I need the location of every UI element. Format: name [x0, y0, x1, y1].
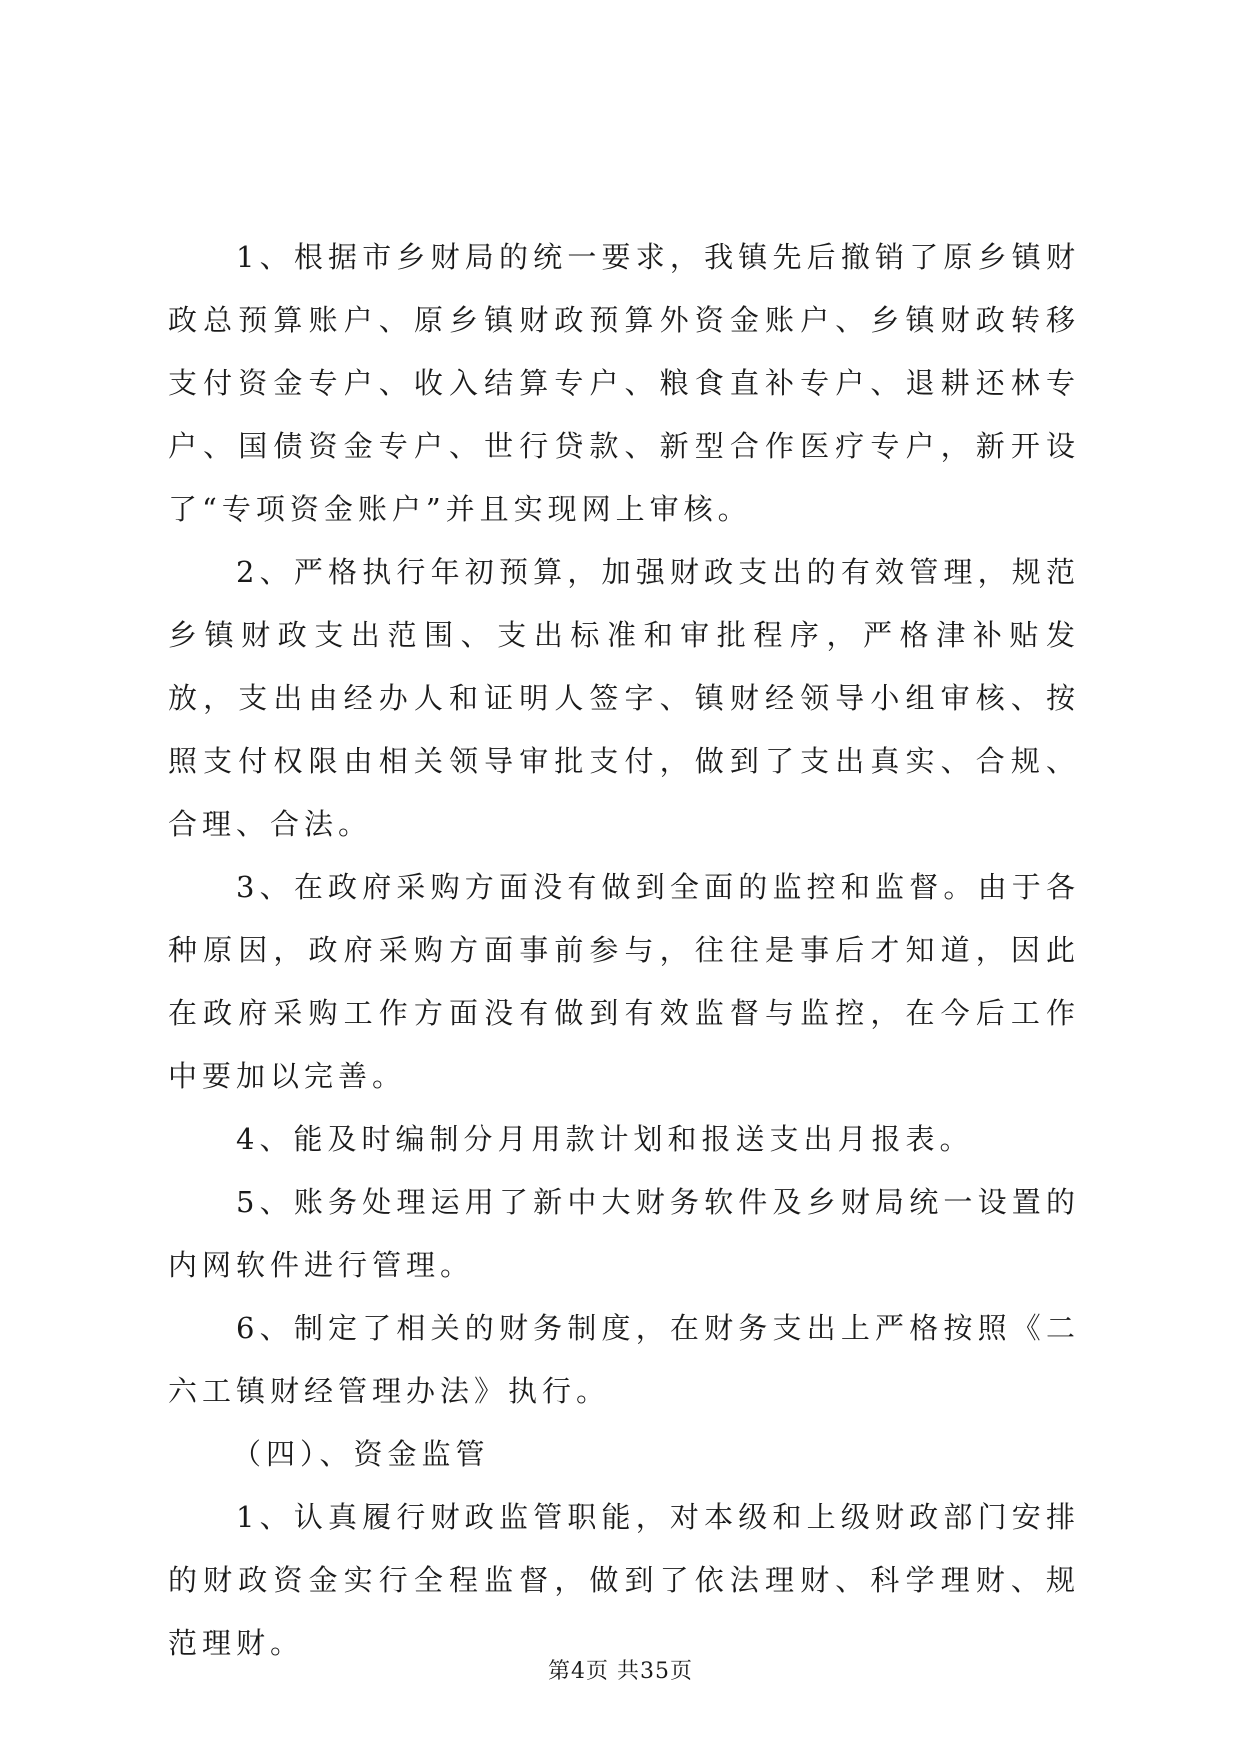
paragraph-monthly-plan: 4、能及时编制分月用款计划和报送支出月报表。 — [236, 1122, 974, 1156]
paragraph-accounting-software: 5、账务处理运用了新中大财务软件及乡财局统一设置的内网软件进行管理。 — [168, 1185, 1080, 1282]
paragraph-account-cancellation: 1、根据市乡财局的统一要求，我镇先后撤销了原乡镇财政总预算账户、原乡镇财政预算外资金账户、乡镇财政转移支付资金专户、收入结算专户、粮食直补专户、退耕还林专户、国债资金专户、世行贷款、新型合作医疗专户，新开设了“专项资金账户”并且实现网上审核。 — [168, 240, 1080, 526]
paragraph-supervision-duty: 1、认真履行财政监管职能，对本级和上级财政部门安排的财政资金实行全程监督，做到了依法理财、科学理财、规范理财。 — [168, 1500, 1080, 1660]
paragraph-budget-execution: 2、严格执行年初预算，加强财政支出的有效管理，规范乡镇财政支出范围、支出标准和审批程序，严格津补贴发放，支出由经办人和证明人签字、镇财经领导小组审核、按照支付权限由相关领导审批支付，做到了支出真实、合规、合理、合法。 — [168, 555, 1080, 841]
section-heading-fund-supervision: （四）、资金监管 — [232, 1437, 490, 1471]
paragraph-financial-rules: 6、制定了相关的财务制度，在财务支出上严格按照《二六工镇财经管理办法》执行。 — [168, 1311, 1080, 1408]
paragraph-government-procurement: 3、在政府采购方面没有做到全面的监控和监督。由于各种原因，政府采购方面事前参与，往往是事后才知道，因此在政府采购工作方面没有做到有效监督与监控，在今后工作中要加以完善。 — [168, 870, 1080, 1093]
page-number-footer: 第4页 共35页 — [548, 1659, 693, 1684]
document-body — [168, 226, 1080, 1675]
